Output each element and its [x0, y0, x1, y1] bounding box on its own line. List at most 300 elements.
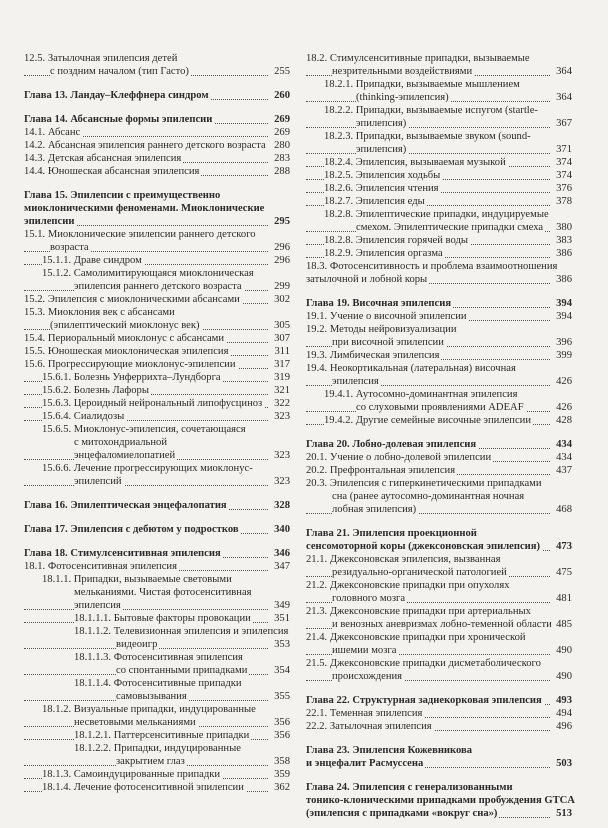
toc-line [306, 208, 572, 221]
toc-entry[interactable] [306, 104, 572, 130]
toc-text: Глава 24. Эпилепсия с генерализованными [306, 782, 513, 793]
toc-line [24, 755, 290, 768]
toc-entry[interactable] [306, 195, 572, 208]
toc-line [306, 707, 572, 720]
page-number: 288 [274, 166, 290, 177]
toc-text: 15.6.4. Сиалидозы [42, 411, 125, 422]
toc-text: смехом. Эпилептические припадки смеха [356, 222, 544, 233]
toc-text: Глава 15. Эпилепсии с преимущественно [24, 190, 221, 201]
toc-line [306, 375, 572, 388]
toc-line [24, 499, 290, 512]
toc-line [306, 221, 572, 234]
toc-chapter[interactable] [24, 89, 290, 102]
toc-entry[interactable] [306, 657, 572, 683]
toc-chapter[interactable] [24, 499, 290, 512]
page-number: 378 [556, 196, 572, 207]
toc-chapter[interactable] [24, 113, 290, 126]
toc-entry[interactable] [24, 703, 290, 729]
page-number: 296 [274, 255, 290, 266]
toc-entry[interactable] [306, 130, 572, 156]
toc-text: Глава 20. Лобно-долевая эпилепсия [306, 439, 477, 450]
toc-text: 12.5. Затылочная эпилепсия детей [24, 53, 178, 64]
chapter-gap [24, 536, 290, 542]
chapter-gap [24, 178, 290, 184]
toc-line [24, 189, 290, 202]
toc-line [306, 336, 572, 349]
toc-text: 18.1.3. Самоиндуцированные припадки [42, 769, 221, 780]
toc-text: Глава 18. Стимулсенситивная эпилепсия [24, 548, 221, 559]
toc-text: затылочной и лобной коры [306, 274, 428, 285]
toc-entry[interactable] [306, 169, 572, 182]
toc-entry[interactable] [306, 52, 572, 78]
toc-entry[interactable] [306, 349, 572, 362]
chapter-gap [306, 516, 572, 522]
toc-line [24, 677, 290, 690]
page-number: 434 [556, 452, 572, 463]
toc-text: 18.2.5. Эпилепсия ходьбы [324, 170, 441, 181]
toc-text: (эпилепсия с припадками «вокруг сна») [306, 808, 498, 819]
toc-entry[interactable] [24, 358, 290, 371]
toc-line [24, 215, 290, 228]
toc-entry[interactable] [24, 306, 290, 332]
chapter-gap [24, 102, 290, 108]
toc-line [24, 280, 290, 293]
toc-text: эпилепсия) [356, 144, 407, 155]
toc-text: Глава 22. Структурная заднекорковая эпилепсия [306, 695, 542, 706]
page-number: 280 [274, 140, 290, 151]
leader-dots [24, 609, 268, 610]
toc-line [24, 599, 290, 612]
toc-entry[interactable] [24, 423, 290, 462]
chapter-gap [306, 733, 572, 739]
toc-text: 20.3. Эпилепсия с гиперкинетическими припадками [306, 478, 542, 489]
leader-dots [306, 127, 550, 128]
toc-text: 18.2.8. Эпилептические припадки, индуцируемые [324, 209, 549, 220]
toc-line [24, 729, 290, 742]
page-number: 353 [274, 639, 290, 650]
page-number: 323 [274, 450, 290, 461]
toc-line [306, 362, 572, 375]
toc-entry[interactable] [306, 310, 572, 323]
toc-line [306, 260, 572, 273]
toc-entry[interactable] [24, 332, 290, 345]
page-number: 490 [556, 671, 572, 682]
toc-line [306, 781, 572, 794]
toc-line [306, 694, 572, 707]
toc-text: сенсомоторной коры (джексоновская эпилепсия) [306, 541, 541, 552]
toc-line [24, 462, 290, 475]
toc-entry[interactable] [24, 612, 290, 625]
toc-entry[interactable] [306, 234, 572, 247]
page-number: 394 [556, 311, 572, 322]
page-number: 386 [556, 248, 572, 259]
toc-text: Глава 21. Эпилепсия проекционной [306, 528, 477, 539]
toc-entry[interactable] [24, 742, 290, 768]
toc-line [306, 503, 572, 516]
toc-text: 21.3. Джексоновские припадки при артериальных [306, 606, 531, 617]
toc-entry[interactable] [306, 707, 572, 720]
toc-text: со слуховыми проявлениями ADEAF [356, 402, 524, 413]
toc-left-column [24, 52, 290, 794]
toc-line [24, 716, 290, 729]
toc-text: незрительными воздействиями [332, 66, 473, 77]
toc-line [306, 579, 572, 592]
toc-line [24, 306, 290, 319]
toc-text: 18.2.9. Эпилепсия оргазма [324, 248, 443, 259]
toc-entry[interactable] [306, 631, 572, 657]
toc-line [306, 273, 572, 286]
toc-entry[interactable] [24, 625, 290, 651]
toc-entry[interactable] [24, 52, 290, 78]
toc-line [306, 592, 572, 605]
leader-dots [306, 153, 550, 154]
page-number: 358 [274, 756, 290, 767]
toc-line [306, 143, 572, 156]
toc-text: самовызывания [116, 691, 187, 702]
toc-line [24, 625, 290, 638]
toc-text: Глава 13. Ландау–Клеффнера синдром [24, 90, 209, 101]
page-number: 296 [274, 242, 290, 253]
page-number: 503 [556, 758, 572, 769]
page-number: 394 [556, 298, 572, 309]
toc-line [24, 436, 290, 449]
toc-line [306, 464, 572, 477]
toc-text: ишемии мозга [332, 645, 397, 656]
toc-text: 18.1. Фотосенситивная эпилепсия [24, 561, 177, 572]
toc-entry[interactable] [306, 553, 572, 579]
toc-entry[interactable] [24, 573, 290, 612]
page-number: 305 [274, 320, 290, 331]
chapter-gap [24, 512, 290, 518]
toc-entry[interactable] [24, 397, 290, 410]
toc-chapter[interactable] [306, 781, 575, 820]
toc-text: эпилепсия [74, 600, 121, 611]
toc-entry[interactable] [306, 477, 572, 516]
toc-text: 19.3. Лимбическая эпилепсия [306, 350, 440, 361]
page-number: 347 [274, 561, 290, 572]
toc-text: 18.2.6. Эпилепсия чтения [324, 183, 439, 194]
toc-chapter[interactable] [24, 189, 290, 228]
toc-text: Глава 16. Эпилептическая энцефалопатия [24, 500, 227, 511]
toc-line [24, 523, 290, 536]
toc-entry[interactable] [306, 208, 572, 234]
page-number: 374 [556, 170, 572, 181]
toc-entry[interactable] [24, 293, 290, 306]
toc-text: эпилепсия [332, 376, 379, 387]
chapter-gap [306, 427, 572, 433]
toc-chapter[interactable] [306, 694, 572, 707]
toc-entry[interactable] [306, 451, 572, 464]
toc-line [24, 547, 290, 560]
page-number: 283 [274, 153, 290, 164]
toc-line [24, 358, 290, 371]
page-number: 399 [556, 350, 572, 361]
toc-line [306, 744, 572, 757]
toc-text: возраста [50, 242, 89, 253]
toc-entry[interactable] [24, 126, 290, 139]
toc-text: (эпилептический миоклонус век) [50, 320, 200, 331]
toc-text: 21.5. Джексоновские припадки дисметаболического [306, 658, 541, 669]
toc-line [24, 332, 290, 345]
toc-text: 19.2. Методы нейровизуализации [306, 324, 457, 335]
page-number: 386 [556, 274, 572, 285]
page-number: 396 [556, 337, 572, 348]
toc-line [306, 553, 572, 566]
toc-entry[interactable] [306, 579, 572, 605]
toc-entry[interactable] [24, 462, 290, 488]
page-number: 468 [556, 504, 572, 515]
toc-text: 21.4. Джексоновские припадки при хронической [306, 632, 526, 643]
page-number: 367 [556, 118, 572, 129]
page-number: 319 [274, 372, 290, 383]
page-number: 356 [274, 717, 290, 728]
toc-entry[interactable] [306, 362, 572, 388]
toc-text: 14.1. Абсанс [24, 127, 81, 138]
toc-line [306, 91, 572, 104]
toc-line [24, 202, 290, 215]
toc-text: 18.2.4. Эпилепсия, вызываемая музыкой [324, 157, 506, 168]
toc-text: 22.2. Затылочная эпилепсия [306, 721, 432, 732]
toc-text: эпилепсия) [356, 118, 407, 129]
toc-line [306, 117, 572, 130]
toc-text: эпилепсий [74, 476, 122, 487]
toc-entry[interactable] [24, 410, 290, 423]
toc-text: 15.1. Миоклонические эпилепсии раннего детского [24, 229, 256, 240]
toc-line [306, 644, 572, 657]
page-number: 323 [274, 476, 290, 487]
toc-entry[interactable] [24, 152, 290, 165]
toc-line [24, 371, 290, 384]
toc-text: 18.1.1. Припадки, вызываемые световыми [42, 574, 232, 585]
toc-entry[interactable] [24, 267, 290, 293]
toc-line [306, 477, 572, 490]
toc-text: со спонтанными припадками [116, 665, 248, 676]
toc-entry[interactable] [306, 323, 572, 349]
toc-text: 21.1. Джексоновская эпилепсия, вызванная [306, 554, 501, 565]
toc-line [24, 384, 290, 397]
toc-entry[interactable] [24, 651, 290, 677]
toc-line [306, 169, 572, 182]
page-number: 346 [274, 548, 290, 559]
toc-text: эпилепсия раннего детского возраста [74, 281, 242, 292]
page-number: 513 [556, 808, 572, 819]
page-number: 485 [556, 619, 572, 630]
page-number: 426 [556, 376, 572, 387]
toc-text: 15.6. Прогрессирующие миоклонус-эпилепсии [24, 359, 236, 370]
toc-entry[interactable] [24, 165, 290, 178]
toc-line [306, 794, 575, 807]
page-number: 295 [274, 216, 290, 227]
toc-line [24, 742, 290, 755]
toc-text: 18.1.2. Визуальные припадки, индуцированные [42, 704, 256, 715]
toc-text: с митохондриальной [74, 437, 168, 448]
chapter-gap [306, 286, 572, 292]
chapter-gap [306, 683, 572, 689]
toc-text: лобная эпилепсия) [332, 504, 417, 515]
page-number: 493 [556, 695, 572, 706]
toc-text: 20.1. Учение о лобно-долевой эпилепсии [306, 452, 492, 463]
toc-entry[interactable] [24, 729, 290, 742]
toc-entry[interactable] [306, 388, 572, 414]
toc-text: 19.4. Неокортикальная (латеральная) височная [306, 363, 516, 374]
toc-text: тонико-клоническими припадками пробуждения GTCA [306, 795, 575, 806]
toc-line [24, 267, 290, 280]
toc-entry[interactable] [306, 78, 572, 104]
toc-line [24, 52, 290, 65]
toc-line [24, 449, 290, 462]
toc-text: 18.2.8. Эпилепсия горячей воды [324, 235, 468, 246]
toc-chapter[interactable] [306, 744, 572, 770]
toc-line [24, 664, 290, 677]
toc-entry[interactable] [24, 560, 290, 573]
toc-line [306, 247, 572, 260]
toc-entry[interactable] [306, 720, 572, 733]
toc-text: 18.2.7. Эпилепсия еды [324, 196, 425, 207]
page-number: 349 [274, 600, 290, 611]
toc-text: 19.1. Учение о височной эпилепсии [306, 311, 467, 322]
toc-line [24, 560, 290, 573]
toc-line [24, 254, 290, 267]
toc-line [306, 451, 572, 464]
toc-chapter[interactable] [24, 523, 290, 536]
toc-line [24, 228, 290, 241]
toc-chapter[interactable] [306, 438, 572, 451]
page-number: 362 [274, 782, 290, 793]
page-number: 299 [274, 281, 290, 292]
toc-entry[interactable] [24, 254, 290, 267]
toc-line [24, 410, 290, 423]
toc-line [24, 152, 290, 165]
page-number: 356 [274, 730, 290, 741]
toc-line [306, 720, 572, 733]
toc-text: 18.3. Фотосенситивность и проблема взаимоотношения [306, 261, 558, 272]
toc-text: 14.3. Детская абсансная эпилепсия [24, 153, 182, 164]
toc-text: Глава 23. Эпилепсия Кожевникова [306, 745, 473, 756]
toc-entry[interactable] [306, 156, 572, 169]
toc-text: 18.1.2.2. Припадки, индуцированные [74, 743, 241, 754]
toc-text: 18.2. Стимулсенситивные припадки, вызываемые [306, 53, 530, 64]
toc-chapter[interactable] [24, 547, 290, 560]
toc-line [24, 573, 290, 586]
toc-line [306, 297, 572, 310]
toc-text: 15.2. Эпилепсия с миоклоническими абсансами [24, 294, 240, 305]
chapter-gap [24, 78, 290, 84]
toc-line [24, 651, 290, 664]
toc-line [306, 490, 572, 503]
toc-line [306, 65, 572, 78]
toc-entry[interactable] [24, 371, 290, 384]
toc-line [24, 345, 290, 358]
page-number: 473 [556, 541, 572, 552]
toc-text: 18.1.1.3. Фотосенситивная эпилепсия [74, 652, 243, 663]
toc-entry[interactable] [306, 247, 572, 260]
toc-text: 19.4.1. Аутосомно-доминантная эпилепсия [324, 389, 518, 400]
page-number: 371 [556, 144, 572, 155]
toc-text: 18.2.3. Припадки, вызываемые звуком (sound- [324, 131, 531, 142]
page-number: 269 [274, 127, 290, 138]
toc-text: видеоигр [116, 639, 158, 650]
toc-line [24, 397, 290, 410]
page-number: 434 [556, 439, 572, 450]
toc-entry[interactable] [24, 768, 290, 781]
page-number: 317 [274, 359, 290, 370]
toc-text: и энцефалит Расмуссена [306, 758, 424, 769]
toc-line [24, 165, 290, 178]
toc-entry[interactable] [306, 605, 572, 631]
toc-text: 15.5. Юношеская миоклоническая эпилепсия [24, 346, 229, 357]
toc-text: (thinking-эпилепсия) [356, 92, 449, 103]
page-number: 340 [274, 524, 290, 535]
toc-entry[interactable] [24, 384, 290, 397]
toc-chapter[interactable] [306, 527, 572, 553]
toc-text: 15.6.3. Цероидный нейрональный липофусциноз [42, 398, 263, 409]
page-number: 359 [274, 769, 290, 780]
toc-entry[interactable] [306, 182, 572, 195]
toc-line [24, 65, 290, 78]
toc-text: 18.1.1.1. Бытовые факторы провокации [74, 613, 251, 624]
toc-entry[interactable] [24, 228, 290, 254]
toc-entry[interactable] [24, 345, 290, 358]
toc-text: 18.2.1. Припадки, вызываемые мышлением [324, 79, 520, 90]
toc-entry[interactable] [306, 464, 572, 477]
page-number: 481 [556, 593, 572, 604]
page-number: 364 [556, 66, 572, 77]
page-number: 260 [274, 90, 290, 101]
toc-text: 15.6.2. Болезнь Лафоры [42, 385, 149, 396]
toc-text: головного мозга [332, 593, 406, 604]
toc-text: закрытием глаз [116, 756, 185, 767]
toc-text: 20.2. Префронтальная эпилепсия [306, 465, 456, 476]
toc-line [24, 768, 290, 781]
page-number: 428 [556, 415, 572, 426]
toc-chapter[interactable] [306, 297, 572, 310]
toc-entry[interactable] [24, 139, 290, 152]
toc-text: 15.1.1. Драве синдром [42, 255, 142, 266]
toc-line [306, 657, 572, 670]
page-number: 494 [556, 708, 572, 719]
page-number: 255 [274, 66, 290, 77]
toc-line [306, 349, 572, 362]
page-number: 475 [556, 567, 572, 578]
page-number: 355 [274, 691, 290, 702]
toc-line [306, 631, 572, 644]
toc-line [306, 78, 572, 91]
toc-text: сна (ранее аутосомно-доминантная ночная [332, 491, 525, 502]
toc-text: 14.4. Юношеская абсансная эпилепсия [24, 166, 200, 177]
page-number: 302 [274, 294, 290, 305]
toc-line [24, 126, 290, 139]
toc-text: эпилепсии [24, 216, 75, 227]
toc-entry[interactable] [24, 677, 290, 703]
toc-text: 15.1.2. Самолимитирующаяся миоклоническая [42, 268, 254, 279]
toc-line [306, 323, 572, 336]
toc-text: миоклоническими феноменами. Миоклонические [24, 203, 265, 214]
toc-entry[interactable] [306, 260, 572, 286]
toc-text: 18.2.2. Припадки, вызываемые испугом (startle- [324, 105, 538, 116]
toc-line [24, 690, 290, 703]
toc-text: 19.4.2. Другие семейные височные эпилепсии [324, 415, 532, 426]
toc-entry[interactable] [24, 781, 290, 794]
toc-text: несветовыми мельканиями [74, 717, 196, 728]
toc-text: 15.6.6. Лечение прогрессирующих миоклонус- [42, 463, 253, 474]
toc-right-column [306, 52, 575, 820]
toc-line [306, 156, 572, 169]
toc-line [306, 757, 572, 770]
page-number: 311 [274, 346, 290, 357]
page-number: 380 [556, 222, 572, 233]
page-number: 496 [556, 721, 572, 732]
toc-entry[interactable] [306, 414, 572, 427]
